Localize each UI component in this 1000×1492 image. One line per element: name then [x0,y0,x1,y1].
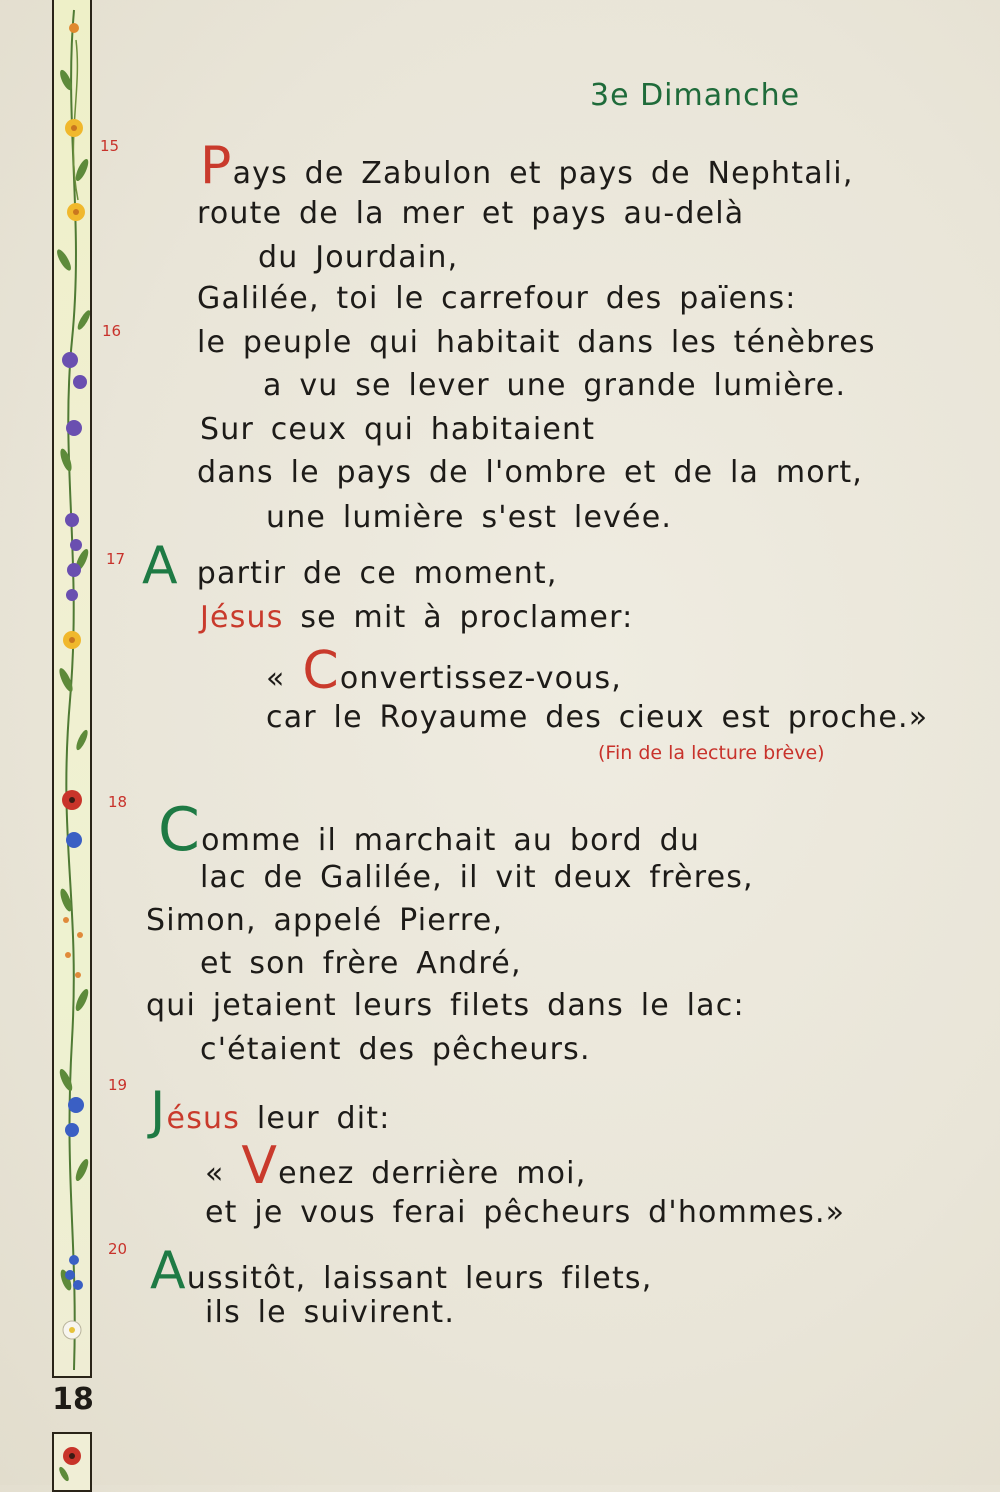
text-line: route de la mer et pays au-delà [197,196,745,231]
text-line: une lumière s'est levée. [266,500,673,535]
text-line: c'étaient des pêcheurs. [200,1032,591,1067]
drop-cap: C [302,641,340,701]
text-line: « Convertissez-vous, [266,641,623,701]
text-line: le peuple qui habitait dans les ténèbres [197,325,876,360]
text-line: Apartir de ce moment, [142,536,558,596]
text-line: Jésus se mit à proclamer: [200,600,634,635]
verse-number: 17 [106,550,126,568]
text-line: a vu se lever une grande lumière. [263,368,847,403]
verse-number: 19 [108,1076,128,1094]
jesus-rubric: ésus [166,1101,241,1136]
text-line: Sur ceux qui habitaient [200,412,596,447]
text-line: Pays de Zabulon et pays de Nephtali, [200,136,854,196]
text-line: du Jourdain, [258,240,459,275]
verse-number: 15 [100,137,120,155]
text-line: « Venez derrière moi, [205,1136,587,1196]
page-header: 3e Dimanche [590,78,801,113]
rubric-note: (Fin de la lecture brève) [598,742,825,764]
text-line: ils le suivirent. [205,1295,456,1330]
text-line: lac de Galilée, il vit deux frères, [200,860,754,895]
text-line: Galilée, toi le carrefour des païens: [197,281,797,316]
drop-cap: P [200,136,233,196]
page-number: 18 [52,1382,94,1417]
verse-number: 18 [108,793,128,811]
text-line: et son frère André, [200,946,522,981]
text-line: et je vous ferai pêcheurs d'hommes.» [205,1195,846,1230]
floral-border-illumination-icon [54,0,92,1378]
verse-number: 20 [108,1240,128,1258]
text-line: Simon, appelé Pierre, [146,903,504,938]
drop-cap: A [142,536,179,596]
text-line: dans le pays de l'ombre et de la mort, [197,455,864,490]
jesus-rubric: Jésus [200,600,284,635]
floral-border [52,0,92,1378]
text-line: qui jetaient leurs filets dans le lac: [146,988,745,1023]
drop-cap: J [150,1081,167,1141]
drop-cap: A [150,1241,187,1301]
flower-icon [52,1432,92,1492]
verse-number: 16 [102,322,122,340]
drop-cap: C [158,795,202,865]
drop-cap: V [241,1136,279,1196]
text-line: car le Royaume des cieux est proche.» [266,700,929,735]
text-line: Comme il marchait au bord du [158,795,701,865]
text-line: Aussitôt, laissant leurs filets, [150,1241,653,1301]
text-line: Jésus leur dit: [150,1081,391,1141]
